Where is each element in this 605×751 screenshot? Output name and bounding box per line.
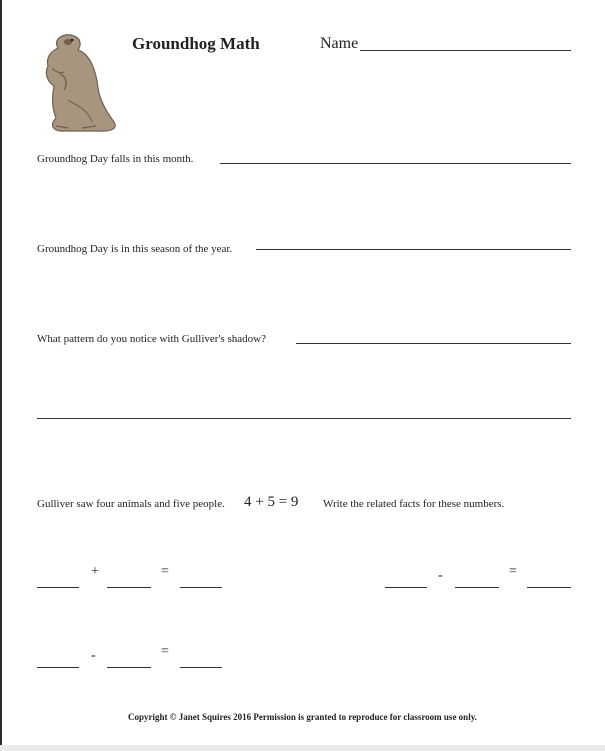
- page-bottom-edge: [0, 745, 605, 751]
- worksheet-title: Groundhog Math: [132, 34, 260, 53]
- question-season: Groundhog Day is in this season of the year.: [37, 243, 233, 255]
- related-facts-instruction: Write the related facts for these numbers.: [323, 498, 505, 510]
- fact1-equals: =: [161, 564, 169, 579]
- page-left-edge: [0, 0, 2, 751]
- answer-line-shadow-2[interactable]: [37, 418, 571, 419]
- fact2-blank-a[interactable]: [385, 587, 427, 588]
- name-label: Name: [320, 35, 359, 52]
- fact1-blank-b[interactable]: [107, 587, 151, 588]
- fact1-operator: +: [91, 564, 99, 579]
- groundhog-icon: [38, 30, 122, 134]
- fact3-blank-c[interactable]: [180, 667, 222, 668]
- fact1-blank-a[interactable]: [37, 587, 79, 588]
- answer-line-shadow-1[interactable]: [296, 343, 571, 344]
- question-month: Groundhog Day falls in this month.: [37, 153, 194, 165]
- fact2-blank-c[interactable]: [527, 587, 571, 588]
- answer-line-month[interactable]: [220, 163, 571, 164]
- copyright-notice: Copyright © Janet Squires 2016 Permission is granted to reproduce for classroom use only.: [128, 712, 477, 722]
- fact3-blank-a[interactable]: [37, 667, 79, 668]
- name-answer-line[interactable]: [360, 50, 571, 51]
- fact3-operator: -: [91, 648, 96, 663]
- given-equation: 4 + 5 = 9: [244, 494, 299, 510]
- fact2-equals: =: [509, 564, 517, 579]
- question-animals-people: Gulliver saw four animals and five people.: [37, 498, 225, 510]
- fact3-blank-b[interactable]: [107, 667, 151, 668]
- question-shadow-pattern: What pattern do you notice with Gulliver's shadow?: [37, 333, 266, 345]
- fact2-operator: -: [438, 568, 443, 583]
- fact2-blank-b[interactable]: [455, 587, 499, 588]
- fact3-equals: =: [161, 644, 169, 659]
- answer-line-season[interactable]: [256, 249, 571, 250]
- fact1-blank-c[interactable]: [180, 587, 222, 588]
